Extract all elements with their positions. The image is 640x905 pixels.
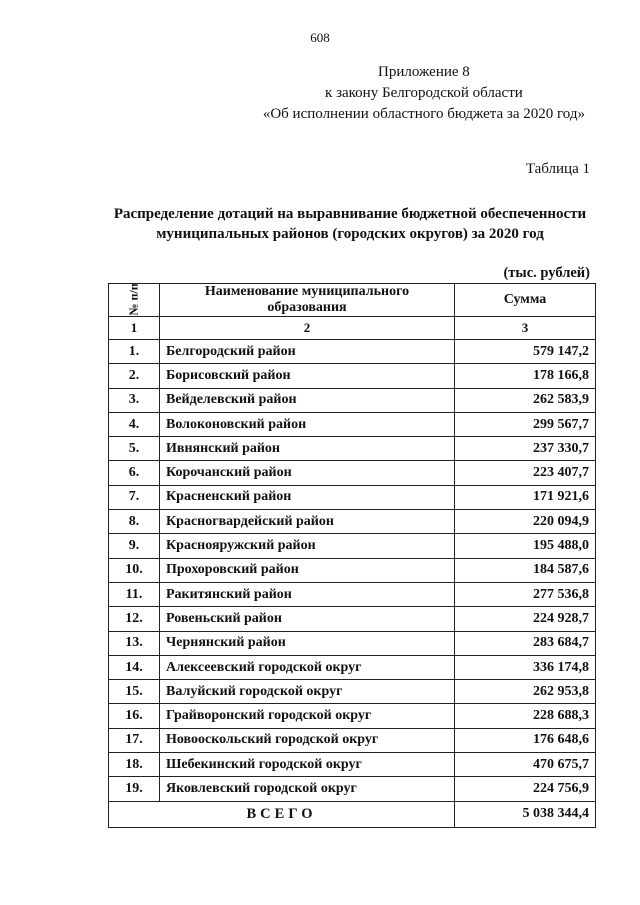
- appendix-line-1: Приложение 8: [378, 64, 470, 80]
- row-sum: 262 583,9: [455, 388, 596, 412]
- table-row: [109, 437, 596, 461]
- row-name: Прохоровский район: [160, 558, 455, 582]
- row-number: 18.: [109, 753, 160, 777]
- table-row: [109, 534, 596, 558]
- row-name: Корочанский район: [160, 461, 455, 485]
- row-name: Вейделевский район: [160, 388, 455, 412]
- row-name: Алексеевский городской округ: [160, 655, 455, 679]
- table-row: [109, 704, 596, 728]
- row-sum: 224 928,7: [455, 607, 596, 631]
- row-sum: 336 174,8: [455, 655, 596, 679]
- row-number: 5.: [109, 437, 160, 461]
- row-name: Яковлевский городской округ: [160, 777, 455, 801]
- units-label: (тыс. рублей): [503, 265, 590, 281]
- subsidy-table: [108, 283, 596, 828]
- row-number: 2.: [109, 364, 160, 388]
- row-sum: 224 756,9: [455, 777, 596, 801]
- column-index: 3: [455, 317, 596, 340]
- row-name: Валуйский городской округ: [160, 680, 455, 704]
- table-row: [109, 510, 596, 534]
- row-sum: 579 147,2: [455, 340, 596, 364]
- appendix-heading: [263, 62, 585, 125]
- row-name: Ивнянский район: [160, 437, 455, 461]
- row-number: 9.: [109, 534, 160, 558]
- row-sum: 470 675,7: [455, 753, 596, 777]
- row-number: 14.: [109, 655, 160, 679]
- row-name: Ракитянский район: [160, 582, 455, 606]
- row-number: 1.: [109, 340, 160, 364]
- table-row: [109, 777, 596, 801]
- total-sum: 5 038 344,4: [455, 801, 596, 827]
- table-row: [109, 461, 596, 485]
- row-number: 16.: [109, 704, 160, 728]
- table-row: [109, 388, 596, 412]
- row-number: 3.: [109, 388, 160, 412]
- row-name: Красненский район: [160, 485, 455, 509]
- row-number: 17.: [109, 728, 160, 752]
- table-row: [109, 412, 596, 436]
- row-sum: 178 166,8: [455, 364, 596, 388]
- table-row: [109, 728, 596, 752]
- table-label: Таблица 1: [525, 161, 590, 177]
- row-sum: 262 953,8: [455, 680, 596, 704]
- row-sum: 195 488,0: [455, 534, 596, 558]
- row-name: Борисовский район: [160, 364, 455, 388]
- column-index-row: [109, 317, 596, 340]
- row-sum: 184 587,6: [455, 558, 596, 582]
- row-number: 13.: [109, 631, 160, 655]
- table-row: [109, 655, 596, 679]
- row-sum: 277 536,8: [455, 582, 596, 606]
- row-name: Красногвардейский район: [160, 510, 455, 534]
- appendix-line-3: «Об исполнении областного бюджета за 2020 год»: [262, 106, 585, 122]
- page-number: 608: [310, 30, 330, 45]
- column-header-number-text: № п/п: [126, 283, 141, 316]
- row-sum: 283 684,7: [455, 631, 596, 655]
- row-name: Грайворонский городской округ: [160, 704, 455, 728]
- table-row: [109, 558, 596, 582]
- table-row: [109, 485, 596, 509]
- column-index: 2: [160, 317, 455, 340]
- row-name: Ровеньский район: [160, 607, 455, 631]
- total-row: [109, 801, 596, 827]
- row-name: Шебекинский городской округ: [160, 753, 455, 777]
- row-name: Волоконовский район: [160, 412, 455, 436]
- row-number: 11.: [109, 582, 160, 606]
- table-row: [109, 631, 596, 655]
- row-sum: 176 648,6: [455, 728, 596, 752]
- table-row: [109, 680, 596, 704]
- row-number: 15.: [109, 680, 160, 704]
- row-number: 19.: [109, 777, 160, 801]
- row-number: 8.: [109, 510, 160, 534]
- total-label: ВСЕГО: [109, 801, 455, 827]
- row-name: Белгородский район: [160, 340, 455, 364]
- row-sum: 220 094,9: [455, 510, 596, 534]
- table-row: [109, 607, 596, 631]
- row-sum: 237 330,7: [455, 437, 596, 461]
- table-row: [109, 340, 596, 364]
- column-index: 1: [109, 317, 160, 340]
- row-number: 10.: [109, 558, 160, 582]
- document-title: [100, 204, 600, 244]
- row-sum: 228 688,3: [455, 704, 596, 728]
- row-name: Чернянский район: [160, 631, 455, 655]
- row-number: 4.: [109, 412, 160, 436]
- column-header-name-line-1: Наименование муниципального: [204, 284, 410, 299]
- column-header-sum: Сумма: [455, 284, 596, 317]
- row-number: 12.: [109, 607, 160, 631]
- column-header-name: [160, 284, 455, 317]
- column-header-name-line-2: образования: [267, 300, 347, 315]
- table-row: [109, 582, 596, 606]
- table-row: [109, 364, 596, 388]
- row-name: Краснояружский район: [160, 534, 455, 558]
- table-row: [109, 753, 596, 777]
- row-number: 7.: [109, 485, 160, 509]
- row-sum: 299 567,7: [455, 412, 596, 436]
- appendix-line-2: к закону Белгородской области: [325, 85, 523, 101]
- row-sum: 223 407,7: [455, 461, 596, 485]
- column-header-number: [109, 284, 160, 317]
- row-name: Новооскольский городской округ: [160, 728, 455, 752]
- table-header-row: [109, 284, 596, 317]
- row-sum: 171 921,6: [455, 485, 596, 509]
- row-number: 6.: [109, 461, 160, 485]
- title-line-1: Распределение дотаций на выравнивание бюджетной обеспеченности: [113, 206, 587, 222]
- title-line-2: муниципальных районов (городских округов) за 2020 год: [156, 226, 544, 242]
